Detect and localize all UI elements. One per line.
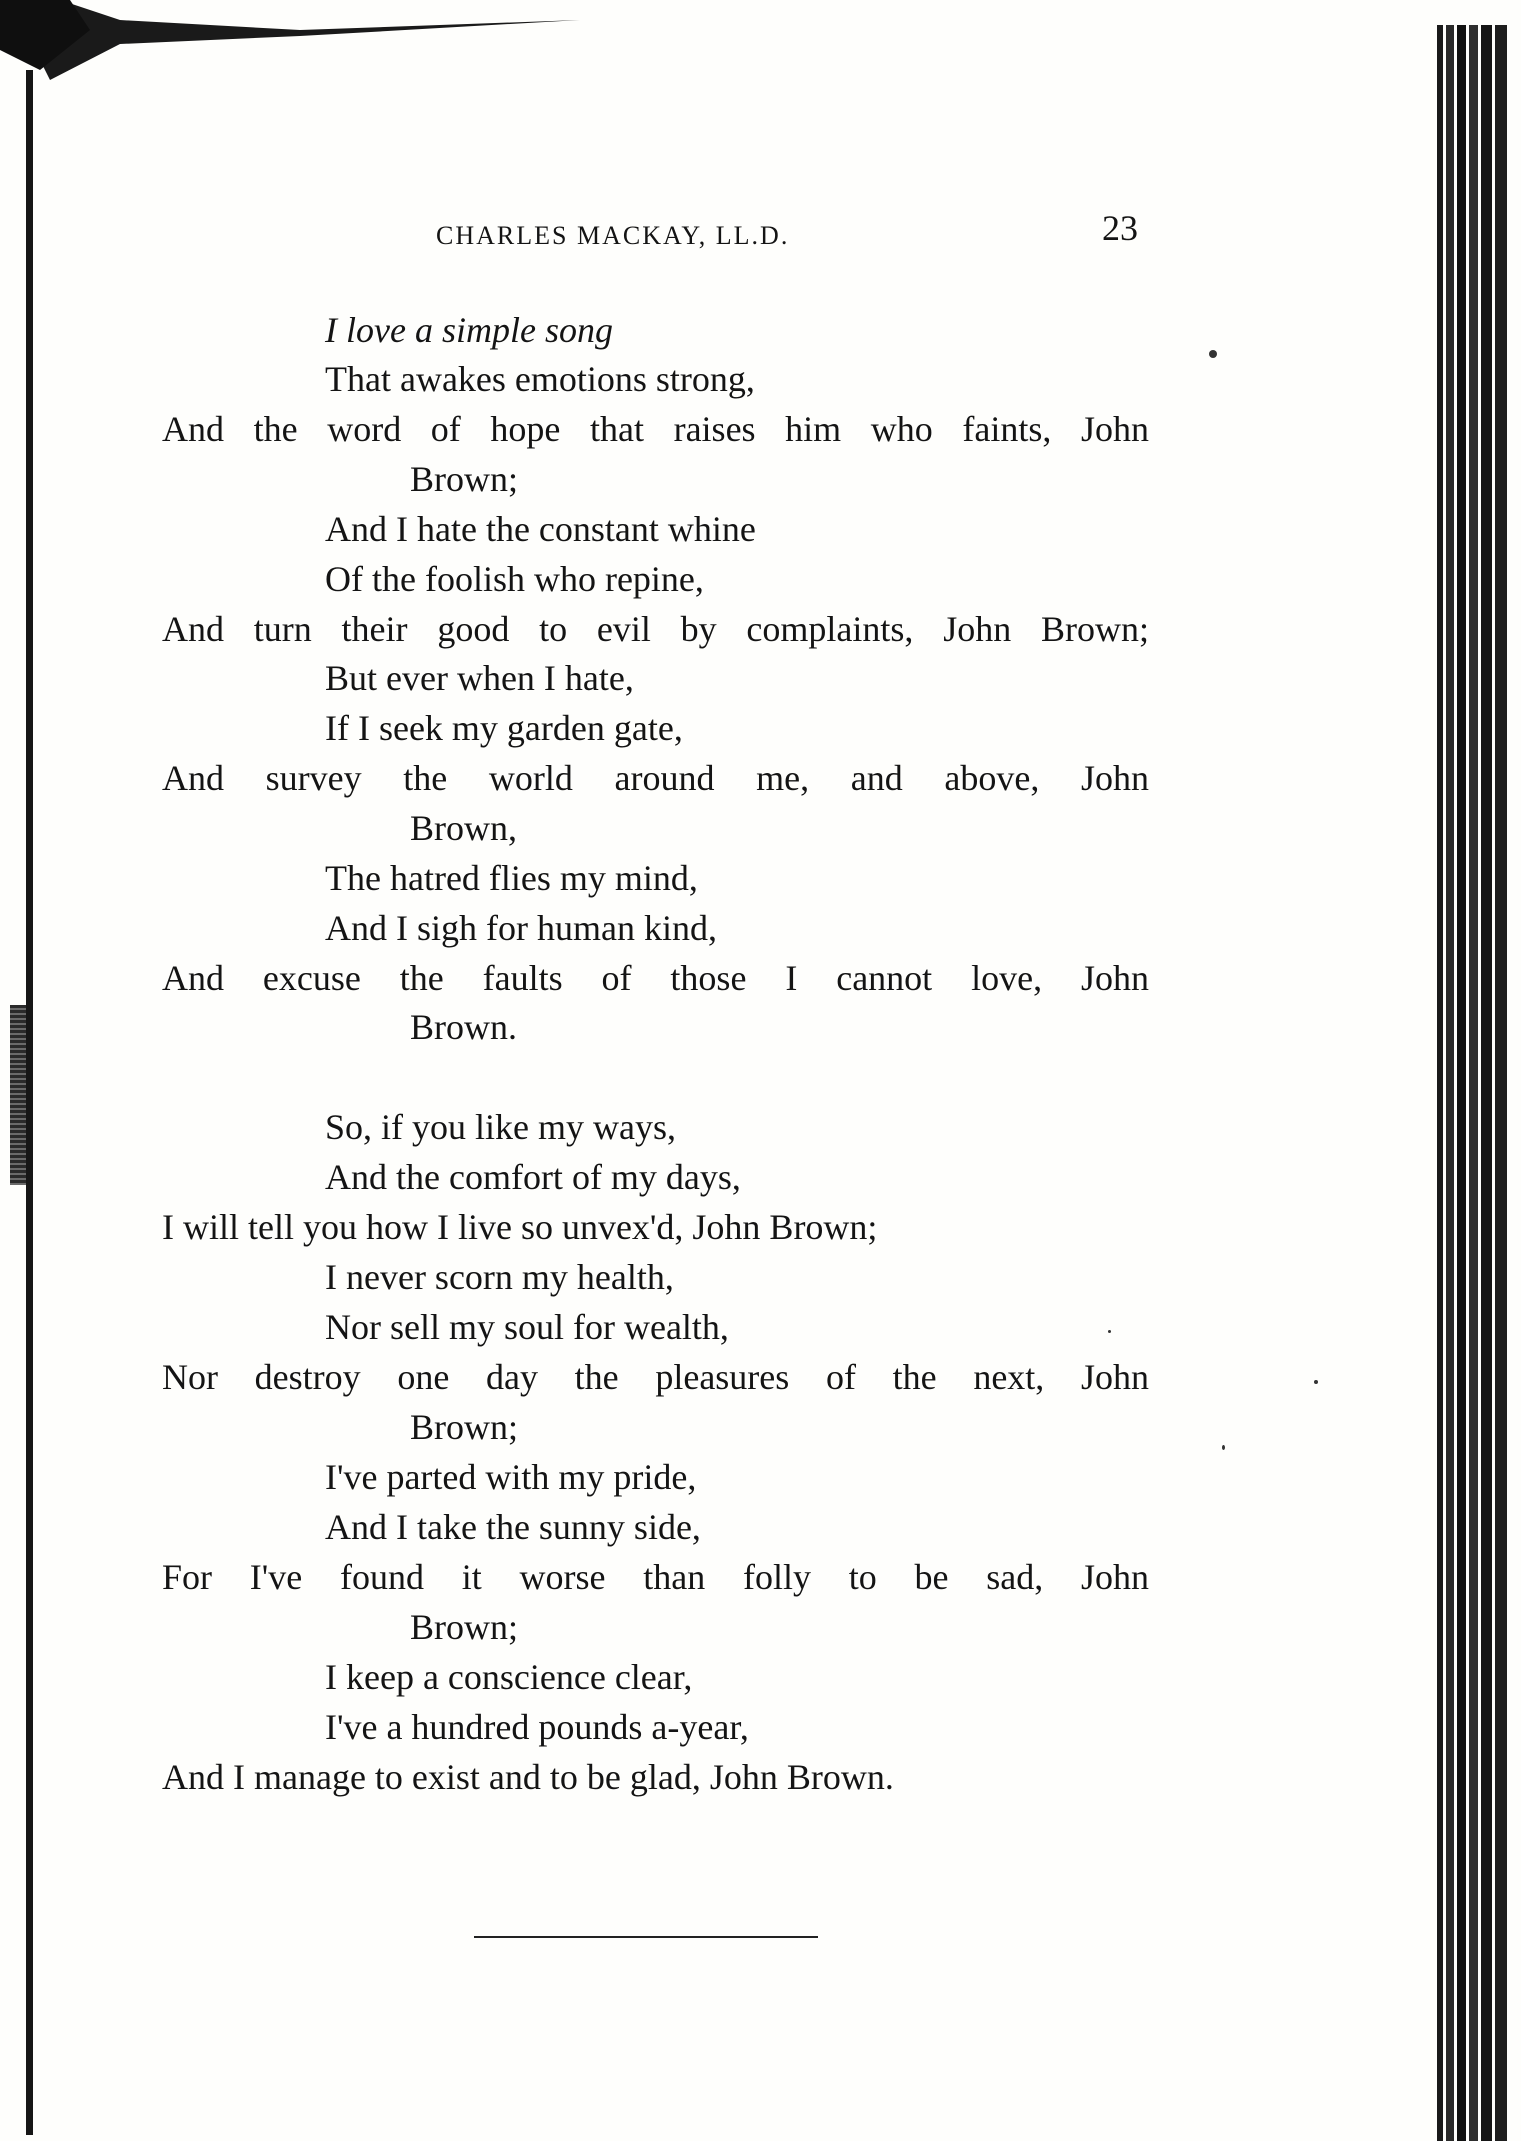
verse-line: I've a hundred pounds a-year, (325, 1707, 749, 1747)
scan-speck (1108, 1330, 1111, 1333)
verse-line: So, if you like my ways, (325, 1107, 676, 1147)
verse-line: That awakes emotions strong, (325, 359, 755, 399)
scan-smudge (0, 0, 600, 80)
verse-line: I've parted with my pride, (325, 1457, 697, 1497)
verse-line: Of the foolish who repine, (325, 559, 704, 599)
verse-line-continuation: Brown. (410, 1007, 517, 1047)
verse-line: And survey the world around me, and above, John (162, 758, 1149, 798)
verse-line: The hatred flies my mind, (325, 858, 698, 898)
scan-right-edge (1437, 25, 1521, 2141)
verse-line: If I seek my garden gate, (325, 708, 683, 748)
end-rule (474, 1936, 818, 1938)
verse-line: And I manage to exist and to be glad, John Brown. (162, 1757, 894, 1797)
verse-line-continuation: Brown; (410, 1607, 518, 1647)
verse-line: But ever when I hate, (325, 658, 634, 698)
verse-line-continuation: Brown; (410, 459, 518, 499)
verse-line: And the word of hope that raises him who faints, John (162, 409, 1149, 449)
verse-line: And I sigh for human kind, (325, 908, 717, 948)
verse-line: I keep a conscience clear, (325, 1657, 693, 1697)
verse-line: For I've found it worse than folly to be sad, John (162, 1557, 1149, 1597)
verse-line: And I hate the constant whine (325, 509, 756, 549)
verse-line: I never scorn my health, (325, 1257, 674, 1297)
verse-line: Nor sell my soul for wealth, (325, 1307, 729, 1347)
verse-line: And turn their good to evil by complaints, John Brown; (162, 609, 1149, 649)
verse-line: And excuse the faults of those I cannot love, John (162, 958, 1149, 998)
scan-speck (1209, 350, 1217, 358)
scan-speck (1222, 1445, 1225, 1450)
scan-speck (1314, 1380, 1318, 1384)
verse-line: I love a simple song (325, 310, 613, 350)
verse-line-continuation: Brown, (410, 808, 517, 848)
verse-line: And I take the sunny side, (325, 1507, 701, 1547)
verse-line: And the comfort of my days, (325, 1157, 741, 1197)
running-head: CHARLES MACKAY, LL.D. (436, 221, 790, 250)
verse-line: I will tell you how I live so unvex'd, John Brown; (162, 1207, 878, 1247)
verse-line-continuation: Brown; (410, 1407, 518, 1447)
verse-line: Nor destroy one day the pleasures of the next, John (162, 1357, 1149, 1397)
page-number: 23 (1102, 208, 1138, 248)
scan-left-mark (10, 1005, 26, 1185)
scan-left-edge (26, 70, 33, 2135)
